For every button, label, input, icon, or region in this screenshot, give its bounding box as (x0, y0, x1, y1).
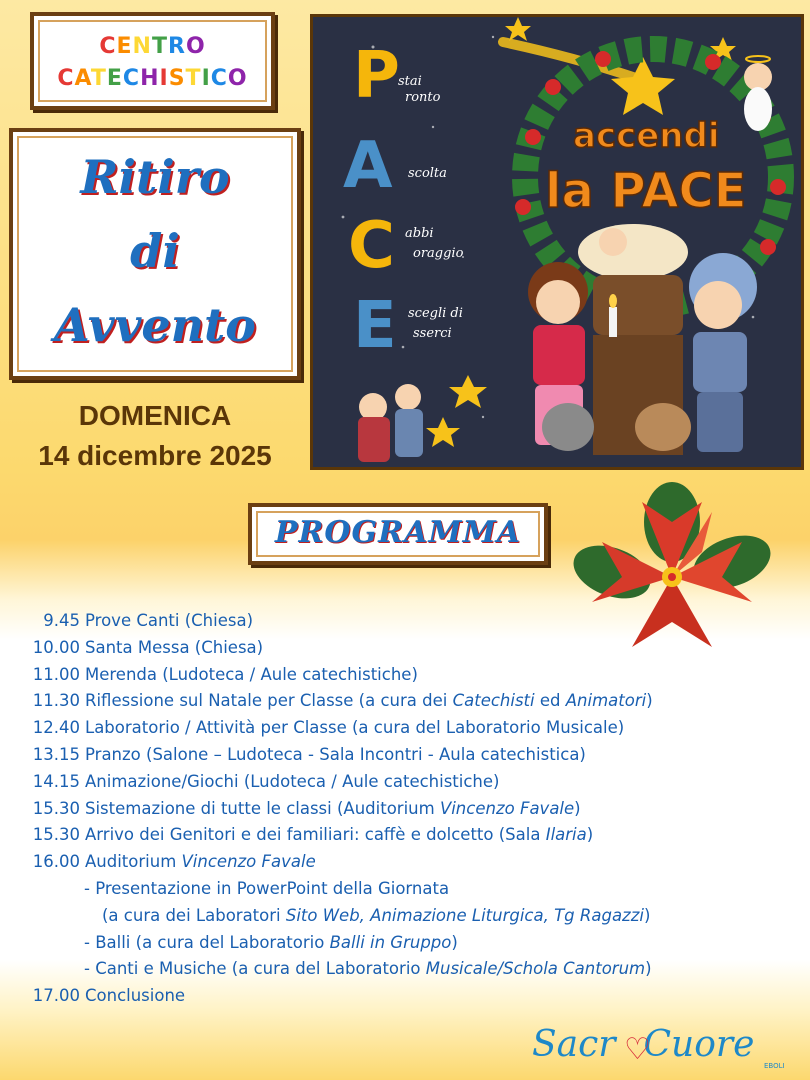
svg-text:oraggio: oraggio (413, 246, 464, 261)
poster-art (313, 17, 801, 467)
schedule-row (22, 688, 802, 715)
schedule-text: ) (451, 932, 458, 952)
schedule-row (22, 608, 802, 635)
schedule-text: Laboratorio / Attività per Classe (a cura del Laboratorio Musicale) (85, 718, 625, 738)
schedule-text: Sito Web, Animazione Liturgica, Tg Ragazzi (285, 905, 644, 925)
schedule-text: Balli in Gruppo (329, 932, 452, 952)
schedule-text: ed (534, 691, 566, 711)
schedule-text: Sistemazione di tutte le classi (Auditorium (85, 798, 440, 818)
schedule-time: 12.40 (32, 718, 80, 738)
date-weekday: DOMENICA (78, 400, 232, 431)
schedule-text: Catechisti (452, 691, 535, 711)
svg-text:A: A (343, 129, 393, 203)
centro-catechistico-box (30, 12, 275, 110)
schedule-text: Vincenzo Favale (439, 798, 575, 818)
schedule-time: 10.00 (32, 637, 80, 657)
schedule-row (22, 903, 802, 930)
schedule-text: Santa Messa (Chiesa) (85, 637, 264, 657)
schedule-list (22, 608, 802, 1010)
schedule-time: 17.00 (32, 986, 80, 1006)
schedule-row (22, 742, 802, 769)
schedule-row (22, 983, 802, 1010)
programma-title: PROGRAMMA (274, 515, 522, 550)
schedule-text: Musicale/Schola Cantorum (425, 959, 646, 979)
schedule-text: Animatori (565, 691, 647, 711)
logo-eboli: EBOLI (764, 1062, 785, 1070)
title-line2: di (130, 224, 180, 278)
svg-text:accendi: accendi (573, 116, 720, 156)
centro-line1: CENTRO (99, 34, 206, 59)
schedule-text: Vincenzo Favale (181, 852, 316, 872)
schedule-text: Prove Canti (Chiesa) (85, 611, 254, 630)
schedule-time: 11.30 (32, 691, 80, 711)
schedule-text: - Presentazione in PowerPoint della Giornata (84, 878, 450, 898)
schedule-time: 11.00 (32, 664, 80, 684)
logo-text: Sacr Cuore (532, 1024, 755, 1065)
schedule-text: ) (574, 798, 581, 818)
schedule-text: ) (646, 691, 653, 711)
svg-text:C: C (348, 209, 395, 283)
schedule-time: 13.15 (32, 744, 80, 764)
svg-text:stai: stai (398, 74, 422, 89)
schedule-row (22, 876, 802, 903)
schedule-text: Arrivo dei Genitori e dei familiari: caffè e dolcetto (Sala (85, 825, 546, 845)
svg-text:la PACE: la PACE (545, 163, 747, 219)
schedule-text: Animazione/Giochi (Ludoteca / Aule catechistiche) (85, 771, 500, 791)
schedule-text: Auditorium (85, 852, 182, 872)
schedule-time: 15.30 (32, 825, 80, 845)
schedule-text: Merenda (Ludoteca / Aule catechistiche) (85, 664, 418, 684)
schedule-text: ) (586, 825, 594, 845)
schedule-text: ) (645, 959, 652, 979)
schedule-row (22, 662, 802, 689)
svg-text:abbi: abbi (405, 226, 434, 241)
star-icon (505, 17, 531, 41)
svg-text:P: P (353, 39, 400, 113)
title-line1: Ritiro (80, 150, 230, 204)
date-full: 14 dicembre 2025 (38, 440, 272, 471)
svg-text:sserci: sserci (413, 326, 452, 341)
schedule-time: 9.45 (43, 611, 80, 630)
svg-text:scegli di: scegli di (408, 306, 463, 321)
schedule-row (22, 849, 802, 876)
schedule-text: ) (643, 905, 651, 925)
title-line3: Avvento (54, 298, 256, 352)
heart-icon: ♡ (624, 1032, 651, 1067)
schedule-row (22, 635, 802, 662)
schedule-time: 14.15 (32, 771, 80, 791)
schedule-text: Pranzo (Salone – Ludoteca - Sala Incontri - Aula catechistica) (85, 744, 586, 764)
svg-text:ronto: ronto (405, 90, 441, 105)
schedule-row (22, 715, 802, 742)
schedule-time: 15.30 (32, 798, 80, 818)
programma-box (248, 503, 548, 565)
schedule-time: 16.00 (32, 852, 80, 872)
schedule-text: Riflessione sul Natale per Classe (a cura dei (85, 691, 453, 711)
schedule-row (22, 769, 802, 796)
schedule-row (22, 822, 802, 849)
schedule-text: - Canti e Musiche (a cura del Laboratorio (84, 959, 426, 979)
sacro-cuore-logo (532, 1024, 792, 1074)
schedule-row (22, 930, 802, 957)
schedule-text: (a cura dei Laboratori (102, 905, 286, 925)
schedule-text: - Balli (a cura del Laboratorio (84, 932, 330, 952)
schedule-row (22, 796, 802, 823)
star-icon (449, 375, 487, 408)
star-icon (426, 417, 460, 447)
schedule-row (22, 956, 802, 983)
poster-illustration (310, 14, 804, 470)
title-box (9, 128, 301, 380)
schedule-text: Conclusione (85, 986, 186, 1006)
centro-line2: CATECHISTICO (57, 66, 248, 91)
schedule-text: Ilaria (545, 825, 587, 845)
svg-text:E: E (353, 289, 397, 363)
svg-text:scolta: scolta (408, 166, 447, 181)
